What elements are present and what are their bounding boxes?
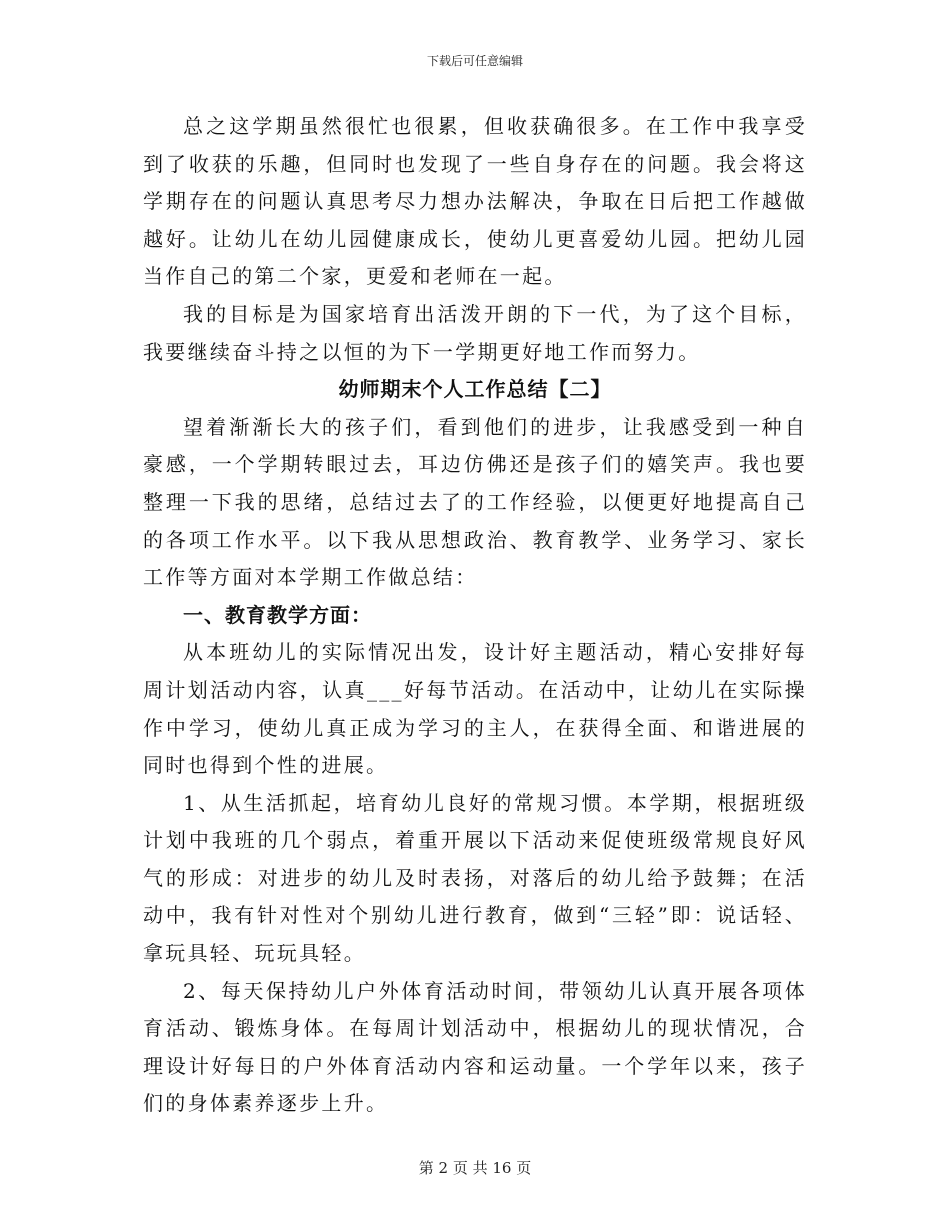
paragraph-intro: 望着渐渐长大的孩子们，看到他们的进步，让我感受到一种自豪感，一个学期转眼过去，耳边仿佛还是孩子们的嬉笑声。我也要整理一下我的思绪，总结过去了的工作经验，以便更好地提高自己的各项工作水平。以下我从思想政治、教育教学、业务学习、家长工作等方面对本学期工作做总结：	[143, 414, 807, 590]
paragraph-summary: 总之这学期虽然很忙也很累，但收获确很多。在工作中我享受到了收获的乐趣，但同时也发现了一些自身存在的问题。我会将这学期存在的问题认真思考尽力想办法解决，争取在日后把工作越做越好。让幼儿在幼儿园健康成长，使幼儿更喜爱幼儿园。把幼儿园当作自己的第二个家，更爱和老师在一起。	[143, 114, 807, 289]
paragraph-goal: 我的目标是为国家培育出活泼开朗的下一代，为了这个目标，我要继续奋斗持之以恒的为下一学期更好地工作而努力。	[143, 301, 807, 364]
header-note: 下载后可任意编辑	[426, 54, 523, 68]
paragraph-item-2: 2、每天保持幼儿户外体育活动时间，带领幼儿认真开展各项体育活动、锻炼身体。在每周计划活动中，根据幼儿的现状情况，合理设计好每日的户外体育活动内容和运动量。一个学年以来，孩子们的身体素养逐步上升。	[143, 978, 807, 1116]
paragraph-item-1: 1、从生活抓起，培育幼儿良好的常规习惯。本学期，根据班级计划中我班的几个弱点，着重开展以下活动来促使班级常规良好风气的形成：对进步的幼儿及时表扬，对落后的幼儿给予鼓舞；在活动中，我有针对性对个别幼儿进行教育，做到“三轻”即：说话轻、拿玩具轻、玩玩具轻。	[143, 790, 807, 966]
section-title: 幼师期末个人工作总结【二】	[338, 377, 612, 402]
sub-heading-teaching: 一、教育教学方面：	[183, 602, 372, 627]
page-footer: 第 2 页 共 16 页	[418, 1159, 532, 1177]
document-body	[143, 108, 807, 1123]
paragraph-teaching: 从本班幼儿的实际情况出发，设计好主题活动，精心安排好每周计划活动内容，认真___好每节活动。在活动中，让幼儿在实际操作中学习，使幼儿真正成为学习的主人，在获得全面、和谐进展的同时也得到个性的进展。	[143, 640, 807, 778]
